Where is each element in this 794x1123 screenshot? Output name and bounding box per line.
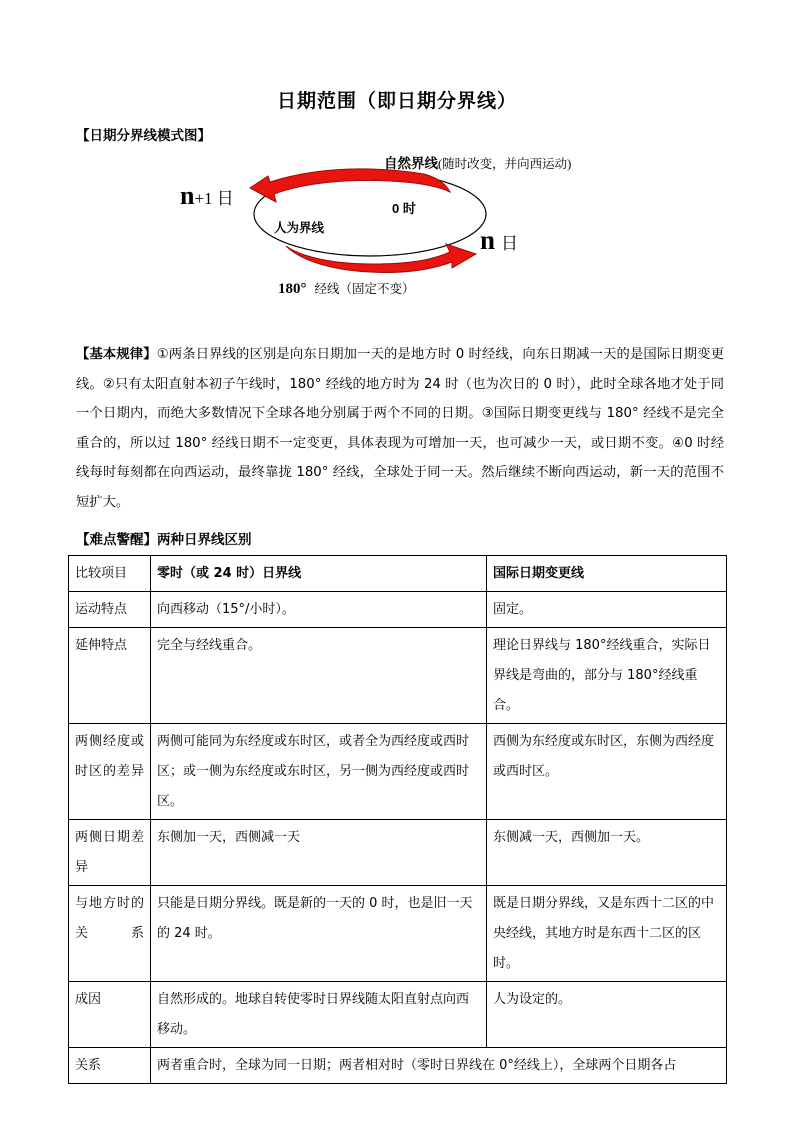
table-row [69, 592, 727, 628]
table-row [69, 628, 727, 724]
table-cell: 延伸特点 [69, 628, 151, 724]
zero-hour-label: 0 时 [392, 201, 416, 216]
table-cell: 成因 [69, 982, 151, 1048]
table-cell: 只能是日期分界线。既是新的一天的 0 时，也是旧一天的 24 时。 [151, 886, 487, 982]
table-cell: 东侧减一天，西侧加一天。 [487, 820, 727, 886]
table-cell: 两侧可能同为东经度或东时区，或者全为西经度或西时区；或一侧为东经度或东时区，另一侧为西经度或西时区。 [151, 724, 487, 820]
date-line-diagram [0, 140, 794, 310]
basic-rules-text: ①两条日界线的区别是向东日期加一天的是地方时 0 时经线，向东日期减一天的是国际日期变更线。②只有太阳直射本初子午线时，180° 经线的地方时为 24 时（也为次日的 0 时），此时全球各地才处于同一个日期内，而绝大多数情况下全球各地分别属于两个不同的日期。③国际日期变更线与 180° 经线不是完全重合的，所以过 180° 经线日期不一定变更，具体表现为可增加一天，也可减少一天，或日期不变。④0 时经线每时每刻都在向西运动，最终靠拢 180° 经线，全球处于同一天。然后继续不断向西运动，新一天的范围不短扩大。 [76, 347, 724, 510]
table-header-cell: 零时（或 24 时）日界线 [151, 556, 487, 592]
table-cell: 西侧为东经度或东时区，东侧为西经度或西时区。 [487, 724, 727, 820]
table-row [69, 1048, 727, 1084]
table-cell: 向西移动（15°/小时）。 [151, 592, 487, 628]
n-day-label: n日 [480, 225, 519, 255]
human-line-label: 人为界线 [274, 221, 325, 235]
table-cell: 完全与经线重合。 [151, 628, 487, 724]
page-title: 日期范围（即日期分界线） [276, 90, 517, 112]
table-row [69, 820, 727, 886]
table-cell: 两侧经度或时区的差异 [69, 724, 151, 820]
table-row [69, 982, 727, 1048]
table-cell: 既是日期分界线，又是东西十二区的中央经线，其地方时是东西十二区的区时。 [487, 886, 727, 982]
table-cell: 运动特点 [69, 592, 151, 628]
table-cell: 固定。 [487, 592, 727, 628]
comparison-table [68, 555, 727, 1084]
table-cell: 自然形成的。地球自转使零时日界线随太阳直射点向西移动。 [151, 982, 487, 1048]
table-header-cell: 国际日期变更线 [487, 556, 727, 592]
natural-line-label: 自然界线(随时改变，并向西运动) [384, 156, 572, 171]
table-header-row [69, 556, 727, 592]
table-cell: 两者重合时，全球为同一日期；两者相对时（零时日界线在 0°经线上），全球两个日期各占 [151, 1048, 727, 1084]
table-row [69, 724, 727, 820]
table-cell: 两侧日期差异 [69, 820, 151, 886]
table-cell: 理论日界线与 180°经线重合，实际日界线是弯曲的，部分与 180°经线重合。 [487, 628, 727, 724]
basic-rules-label: 【基本规律】 [76, 347, 157, 362]
table-row [69, 886, 727, 982]
table-cell: 人为设定的。 [487, 982, 727, 1048]
basic-rules-paragraph [76, 340, 724, 517]
table-cell: 东侧加一天，西侧减一天 [151, 820, 487, 886]
table-cell: 关系 [69, 1048, 151, 1084]
bottom-arrow-icon [286, 244, 476, 273]
n-plus-one-day-label: n+1 日 [180, 181, 234, 210]
meridian-180-label: 180° 经线（固定不变） [278, 281, 415, 297]
table-header-cell: 比较项目 [69, 556, 151, 592]
diagram-section-label: 【日期分界线模式图】 [76, 128, 211, 144]
difficulty-section-label: 【难点警醒】两种日界线区别 [76, 532, 252, 548]
top-arrow-icon [250, 169, 450, 202]
table-cell: 与地方时的关系 [69, 886, 151, 982]
